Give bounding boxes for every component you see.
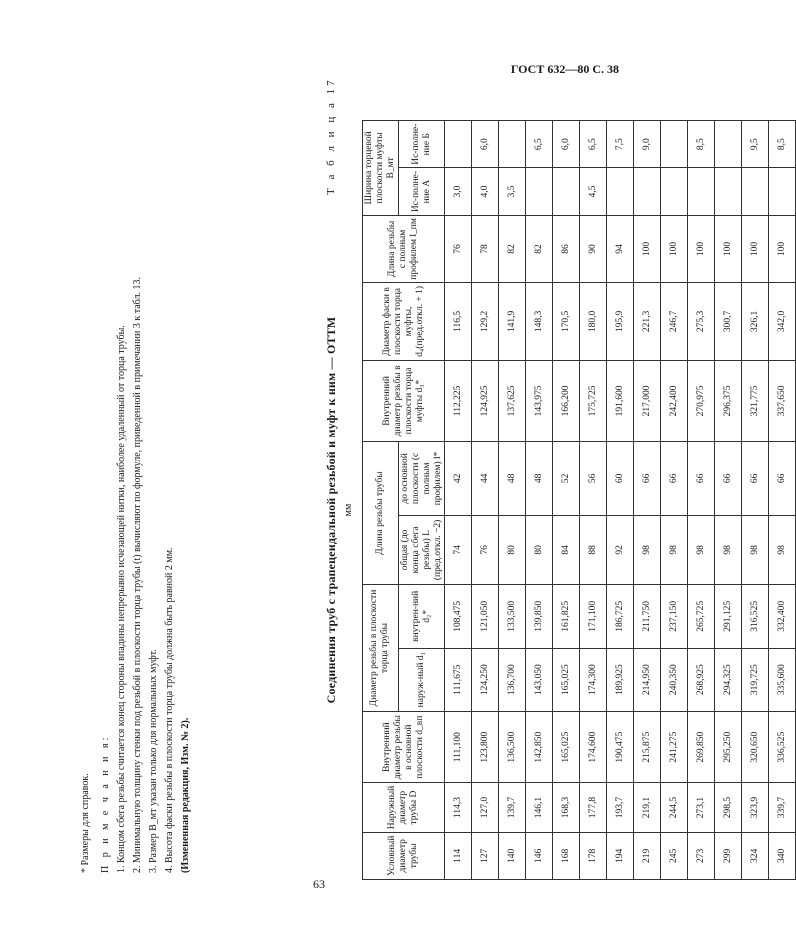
table-title: Соединения труб с трапецеидальной резьбой и муфт к ним — ОТТМ bbox=[324, 316, 338, 704]
table-cell: 139,850 bbox=[526, 585, 553, 648]
table-cell: 3,0 bbox=[445, 168, 472, 215]
table-cell: 114 bbox=[445, 832, 472, 879]
table-cell bbox=[553, 168, 580, 215]
col-outer-diameter: Наружный диаметр трубы D bbox=[363, 783, 445, 832]
table-cell: 180,0 bbox=[580, 283, 607, 361]
table-row bbox=[742, 121, 769, 880]
table-cell bbox=[742, 168, 769, 215]
table-cell: 166,200 bbox=[553, 360, 580, 442]
table-cell: 121,050 bbox=[472, 585, 499, 648]
table-cell: 170,5 bbox=[553, 283, 580, 361]
table-cell: 76 bbox=[445, 215, 472, 282]
col-full-profile-length: Длина резьбы с полным профилем l_пм bbox=[363, 215, 445, 282]
table-cell bbox=[688, 168, 715, 215]
table-cell: 86 bbox=[553, 215, 580, 282]
table-cell: 174,600 bbox=[580, 711, 607, 782]
table-cell: 74 bbox=[445, 515, 472, 584]
note-2: 2. Минимальную толщину стенки под резьбой в плоскости торца трубы (t) вычисляют по формуле, приведенной в примечании 3 к табл. 13. bbox=[132, 277, 143, 873]
table-cell: 219 bbox=[634, 832, 661, 879]
table-cell: 211,750 bbox=[634, 585, 661, 648]
table-cell: 98 bbox=[688, 515, 715, 584]
table-row bbox=[688, 121, 715, 880]
table-cell: 270,975 bbox=[688, 360, 715, 442]
table-cell: 241,275 bbox=[661, 711, 688, 782]
table-cell: 111,100 bbox=[445, 711, 472, 782]
table-cell: 129,2 bbox=[472, 283, 499, 361]
table-cell: 78 bbox=[472, 215, 499, 282]
table-cell: 337,650 bbox=[769, 360, 796, 442]
table-cell: 112,225 bbox=[445, 360, 472, 442]
table-cell: 8,5 bbox=[769, 121, 796, 168]
note-4: 4. Высота фаски резьбы в плоскости торца трубы должна быть равной 2 мм. bbox=[164, 547, 175, 873]
table-cell: 335,600 bbox=[769, 648, 796, 711]
table-cell: 48 bbox=[499, 442, 526, 515]
table-cell: 100 bbox=[715, 215, 742, 282]
table-cell: 100 bbox=[769, 215, 796, 282]
table-cell: 66 bbox=[661, 442, 688, 515]
table-cell: 124,925 bbox=[472, 360, 499, 442]
table-row bbox=[499, 121, 526, 880]
table-cell: 136,700 bbox=[499, 648, 526, 711]
table-row bbox=[580, 121, 607, 880]
table-cell: 100 bbox=[634, 215, 661, 282]
table-cell: 143,975 bbox=[526, 360, 553, 442]
table-cell: 336,525 bbox=[769, 711, 796, 782]
col-variant-a: Ис-полне-ние А bbox=[398, 168, 445, 215]
table-row bbox=[715, 121, 742, 880]
table-cell: 137,625 bbox=[499, 360, 526, 442]
col-base-plane-diameter: Внутренний диаметр резьбы в основной плоскости d_вп bbox=[363, 711, 445, 782]
table-row bbox=[445, 121, 472, 880]
table-cell: 321,775 bbox=[742, 360, 769, 442]
table-cell: 111,675 bbox=[445, 648, 472, 711]
table-cell: 133,500 bbox=[499, 585, 526, 648]
col-nominal-diameter: Условный диаметр трубы bbox=[363, 832, 445, 879]
table-cell: 90 bbox=[580, 215, 607, 282]
table-cell bbox=[715, 168, 742, 215]
table-cell: 82 bbox=[526, 215, 553, 282]
table-row bbox=[769, 121, 796, 880]
table-cell: 139,7 bbox=[499, 783, 526, 832]
table-cell: 165,025 bbox=[553, 711, 580, 782]
table-cell: 127 bbox=[472, 832, 499, 879]
amendment-text: (Измененная редакция, Изм. № 2). bbox=[180, 717, 191, 873]
document-header: ГОСТ 632—80 С. 38 bbox=[510, 62, 619, 76]
table-cell: 141,9 bbox=[499, 283, 526, 361]
table-cell: 92 bbox=[607, 515, 634, 584]
table-unit: мм bbox=[343, 503, 354, 517]
table-cell: 219,1 bbox=[634, 783, 661, 832]
table-cell: 320,650 bbox=[742, 711, 769, 782]
amendment-note bbox=[178, 133, 194, 873]
table-cell bbox=[769, 168, 796, 215]
table-cell: 168,3 bbox=[553, 783, 580, 832]
table-cell: 9,5 bbox=[742, 121, 769, 168]
table-cell: 142,850 bbox=[526, 711, 553, 782]
table-cell: 98 bbox=[742, 515, 769, 584]
table-cell bbox=[526, 168, 553, 215]
table-cell bbox=[607, 168, 634, 215]
table-cell: 300,7 bbox=[715, 283, 742, 361]
table-cell: 340 bbox=[769, 832, 796, 879]
table-cell: 245 bbox=[661, 832, 688, 879]
table-cell: 66 bbox=[715, 442, 742, 515]
table-cell: 268,925 bbox=[688, 648, 715, 711]
table-cell: 100 bbox=[688, 215, 715, 282]
table-cell: 48 bbox=[526, 442, 553, 515]
note-1: 1. Концом сбега резьбы считается конец стороны впадины непрерывно исчезающей нитки, наиболее удаленный от торца трубы. bbox=[116, 325, 127, 873]
col-total-length: общая (до конца сбега резьбы) L (пред.откл. −2) bbox=[398, 515, 445, 584]
table-cell bbox=[661, 121, 688, 168]
table-cell: 175,725 bbox=[580, 360, 607, 442]
table-cell: 80 bbox=[499, 515, 526, 584]
group-thread-length: Длина резьбы трубы bbox=[363, 442, 399, 585]
table-cell: 316,525 bbox=[742, 585, 769, 648]
table-cell: 8,5 bbox=[688, 121, 715, 168]
table-cell: 98 bbox=[715, 515, 742, 584]
table-cell: 140 bbox=[499, 832, 526, 879]
table-cell: 44 bbox=[472, 442, 499, 515]
table-cell: 269,850 bbox=[688, 711, 715, 782]
table-cell: 299 bbox=[715, 832, 742, 879]
table-cell: 195,9 bbox=[607, 283, 634, 361]
table-cell bbox=[499, 121, 526, 168]
table-cell: 66 bbox=[742, 442, 769, 515]
col-outer-d1: наруж-ный d₁ bbox=[398, 648, 445, 711]
table-row bbox=[472, 121, 499, 880]
table-cell: 60 bbox=[607, 442, 634, 515]
table-cell: 217,000 bbox=[634, 360, 661, 442]
table-cell: 326,1 bbox=[742, 283, 769, 361]
notes-heading: П р и м е ч а н и я: bbox=[100, 734, 111, 873]
table-cell bbox=[445, 121, 472, 168]
table-row bbox=[553, 121, 580, 880]
table-cell: 98 bbox=[661, 515, 688, 584]
footnote: * Размеры для справок. bbox=[80, 773, 91, 873]
table-cell: 66 bbox=[634, 442, 661, 515]
table-cell: 240,350 bbox=[661, 648, 688, 711]
table-cell: 4,5 bbox=[580, 168, 607, 215]
table-cell: 80 bbox=[526, 515, 553, 584]
table-cell: 76 bbox=[472, 515, 499, 584]
table-cell: 127,0 bbox=[472, 783, 499, 832]
group-thread-diameter: Диаметр резьбы в плоскости торца трубы bbox=[363, 585, 399, 712]
table-cell: 339,7 bbox=[769, 783, 796, 832]
col-coupling-inner-diameter: Внутренний диаметр резьбы в плоскости торца муфты d₃* bbox=[363, 360, 445, 442]
table-cell: 178 bbox=[580, 832, 607, 879]
table-cell: 298,5 bbox=[715, 783, 742, 832]
table-cell: 98 bbox=[769, 515, 796, 584]
table-cell: 6,0 bbox=[553, 121, 580, 168]
table-cell bbox=[634, 168, 661, 215]
table-number: Т а б л и ц а 17 bbox=[325, 77, 337, 195]
table-cell: 100 bbox=[742, 215, 769, 282]
table-cell: 7,5 bbox=[607, 121, 634, 168]
group-end-face-width: Ширина торцевой плоскости муфты В_мт bbox=[363, 121, 399, 216]
table-cell: 177,8 bbox=[580, 783, 607, 832]
table-cell bbox=[715, 121, 742, 168]
table-cell: 161,825 bbox=[553, 585, 580, 648]
table-cell: 174,300 bbox=[580, 648, 607, 711]
table-cell: 273 bbox=[688, 832, 715, 879]
table-cell: 189,925 bbox=[607, 648, 634, 711]
table-cell: 6,5 bbox=[580, 121, 607, 168]
table-cell: 66 bbox=[688, 442, 715, 515]
table-cell: 52 bbox=[553, 442, 580, 515]
table-cell: 146,1 bbox=[526, 783, 553, 832]
col-variant-b: Ис-полне-ние Б bbox=[398, 121, 445, 168]
table-cell: 136,500 bbox=[499, 711, 526, 782]
table-cell: 143,050 bbox=[526, 648, 553, 711]
col-inner-d2: внутрен-ний d₂* bbox=[398, 585, 445, 648]
note-3: 3. Размер В_мт указан только для нормальных муфт. bbox=[148, 649, 159, 873]
table-cell: 9,0 bbox=[634, 121, 661, 168]
col-chamfer-diameter: Диаметр фаски в плоскости торца муфты, d₄(пред.откл. + 1) bbox=[363, 283, 445, 361]
table-cell: 3,5 bbox=[499, 168, 526, 215]
table-cell: 191,600 bbox=[607, 360, 634, 442]
table-cell: 6,0 bbox=[472, 121, 499, 168]
table-cell: 242,400 bbox=[661, 360, 688, 442]
table-cell: 214,950 bbox=[634, 648, 661, 711]
table-cell: 291,125 bbox=[715, 585, 742, 648]
table-cell: 319,725 bbox=[742, 648, 769, 711]
table-cell: 296,375 bbox=[715, 360, 742, 442]
rotated-table-block bbox=[62, 30, 788, 885]
table-cell: 246,7 bbox=[661, 283, 688, 361]
table-cell: 265,725 bbox=[688, 585, 715, 648]
table-row bbox=[607, 121, 634, 880]
table-cell: 342,0 bbox=[769, 283, 796, 361]
table-row bbox=[634, 121, 661, 880]
notes-block bbox=[78, 133, 194, 873]
table-cell: 100 bbox=[661, 215, 688, 282]
table-cell: 171,100 bbox=[580, 585, 607, 648]
table-cell: 215,875 bbox=[634, 711, 661, 782]
table-cell: 114,3 bbox=[445, 783, 472, 832]
table-cell: 88 bbox=[580, 515, 607, 584]
table-cell: 82 bbox=[499, 215, 526, 282]
col-base-plane-length: до основной плоскости (с полным профилем) l* bbox=[398, 442, 445, 515]
table-cell: 168 bbox=[553, 832, 580, 879]
table-row bbox=[526, 121, 553, 880]
table-cell: 123,800 bbox=[472, 711, 499, 782]
table-cell: 66 bbox=[769, 442, 796, 515]
table-cell: 194 bbox=[607, 832, 634, 879]
table-cell: 186,725 bbox=[607, 585, 634, 648]
table-cell: 148,3 bbox=[526, 283, 553, 361]
table-cell: 94 bbox=[607, 215, 634, 282]
table-cell: 42 bbox=[445, 442, 472, 515]
table-cell: 108,475 bbox=[445, 585, 472, 648]
table-cell: 324 bbox=[742, 832, 769, 879]
page-number: 63 bbox=[313, 877, 325, 891]
table-cell: 273,1 bbox=[688, 783, 715, 832]
table-cell: 323,9 bbox=[742, 783, 769, 832]
table-cell: 295,250 bbox=[715, 711, 742, 782]
table-cell: 237,150 bbox=[661, 585, 688, 648]
table-cell: 98 bbox=[634, 515, 661, 584]
table-cell: 146 bbox=[526, 832, 553, 879]
table-cell: 6,5 bbox=[526, 121, 553, 168]
table-body bbox=[445, 121, 796, 880]
table-cell: 84 bbox=[553, 515, 580, 584]
table-cell: 165,025 bbox=[553, 648, 580, 711]
table-cell: 332,400 bbox=[769, 585, 796, 648]
table-cell: 294,325 bbox=[715, 648, 742, 711]
table-cell: 56 bbox=[580, 442, 607, 515]
table-row bbox=[661, 121, 688, 880]
data-table bbox=[362, 120, 796, 880]
table-cell: 244,5 bbox=[661, 783, 688, 832]
table-cell: 193,7 bbox=[607, 783, 634, 832]
table-cell: 221,3 bbox=[634, 283, 661, 361]
table-cell: 275,3 bbox=[688, 283, 715, 361]
table-cell: 4,0 bbox=[472, 168, 499, 215]
table-cell: 124,250 bbox=[472, 648, 499, 711]
table-cell: 116,5 bbox=[445, 283, 472, 361]
table-cell: 190,475 bbox=[607, 711, 634, 782]
table-cell bbox=[661, 168, 688, 215]
